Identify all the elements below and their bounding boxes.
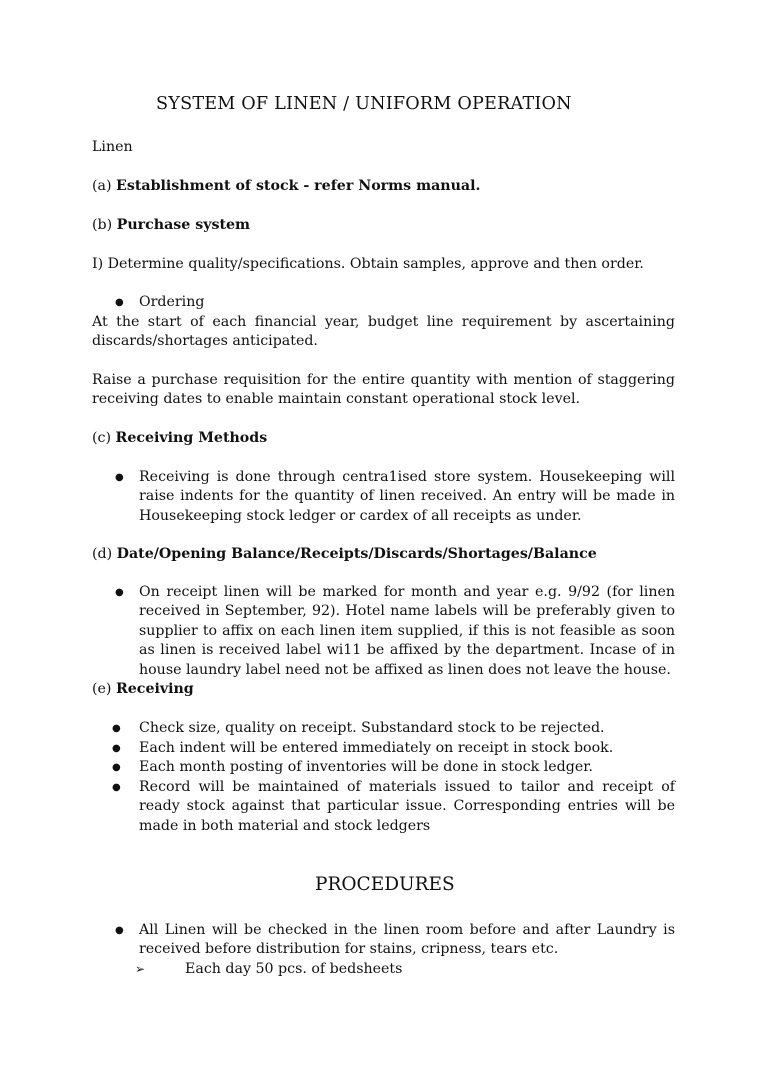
section-d-bullet: On receipt linen will be marked for month and year e.g. 9/92 (for linen received in September, 92). Hotel name labels will be preferably given to supplier to affix on each linen item supplied, if this is not feasible as soon as linen is received label wi11 be affixed by the department. Incase of in house laundry label need not be affixed as linen does not leave the house.: [139, 584, 675, 678]
arrow-bullet-icon: ➢: [135, 962, 146, 976]
bullet-icon: ●: [115, 925, 124, 936]
section-d-prefix: (d): [92, 546, 117, 562]
section-d: [92, 545, 597, 564]
bullet-icon: ●: [112, 743, 121, 754]
receiving-bullet-1: Check size, quality on receipt. Substandard stock to be rejected.: [139, 720, 605, 736]
receiving-bullet-4: Record will be maintained of materials issued to tailor and receipt of ready stock against that particular issue. Corresponding entries will be made in both material and stock ledgers: [139, 779, 675, 834]
linen-heading: Linen: [92, 139, 133, 155]
section-e: [92, 680, 194, 699]
bullet-icon: ●: [112, 762, 121, 773]
section-a-heading: Establishment of stock - refer Norms manual.: [116, 178, 481, 194]
procedures-bullet: All Linen will be checked in the linen room before and after Laundry is received before distribution for stains, cripness, tears etc.: [139, 922, 675, 958]
ordering-paragraph-2: Raise a purchase requisition for the entire quantity with mention of staggering receiving dates to enable maintain constant operational stock level.: [92, 372, 675, 408]
section-a-prefix: (a): [92, 178, 117, 194]
determine-text: I) Determine quality/specifications. Obtain samples, approve and then order.: [92, 256, 644, 272]
section-c-bullet: Receiving is done through centra1ised store system. Housekeeping will raise indents for the quantity of linen received. An entry will be made in Housekeeping stock ledger or cardex of all receipts as under.: [139, 469, 675, 524]
section-d-heading: Date/Opening Balance/Receipts/Discards/Shortages/Balance: [116, 546, 597, 562]
bullet-icon: ●: [115, 587, 124, 598]
section-a: [92, 177, 480, 196]
section-b-heading: Purchase system: [116, 217, 251, 233]
section-b: [92, 216, 250, 235]
bullet-icon: ●: [112, 723, 121, 734]
bullet-icon: ●: [112, 782, 121, 793]
section-c-heading: Receiving Methods: [115, 430, 268, 446]
bullet-icon: ●: [115, 297, 124, 308]
receiving-bullet-3: Each month posting of inventories will be done in stock ledger.: [139, 759, 593, 775]
procedures-heading: PROCEDURES: [315, 874, 455, 895]
ordering-bullet: Ordering: [139, 294, 205, 310]
ordering-paragraph-1: At the start of each financial year, budget line requirement by ascertaining discards/shortages anticipated.: [92, 314, 675, 350]
section-c-prefix: (c): [92, 430, 116, 446]
section-b-prefix: (b): [92, 217, 117, 233]
page-title: SYSTEM OF LINEN / UNIFORM OPERATION: [156, 94, 572, 114]
section-c: [92, 429, 267, 448]
receiving-bullet-2: Each indent will be entered immediately on receipt in stock book.: [139, 740, 614, 756]
section-e-prefix: (e): [92, 681, 116, 697]
section-e-heading: Receiving: [115, 681, 194, 697]
procedures-sub-bullet: Each day 50 pcs. of bedsheets: [185, 961, 403, 977]
bullet-icon: ●: [115, 472, 124, 483]
